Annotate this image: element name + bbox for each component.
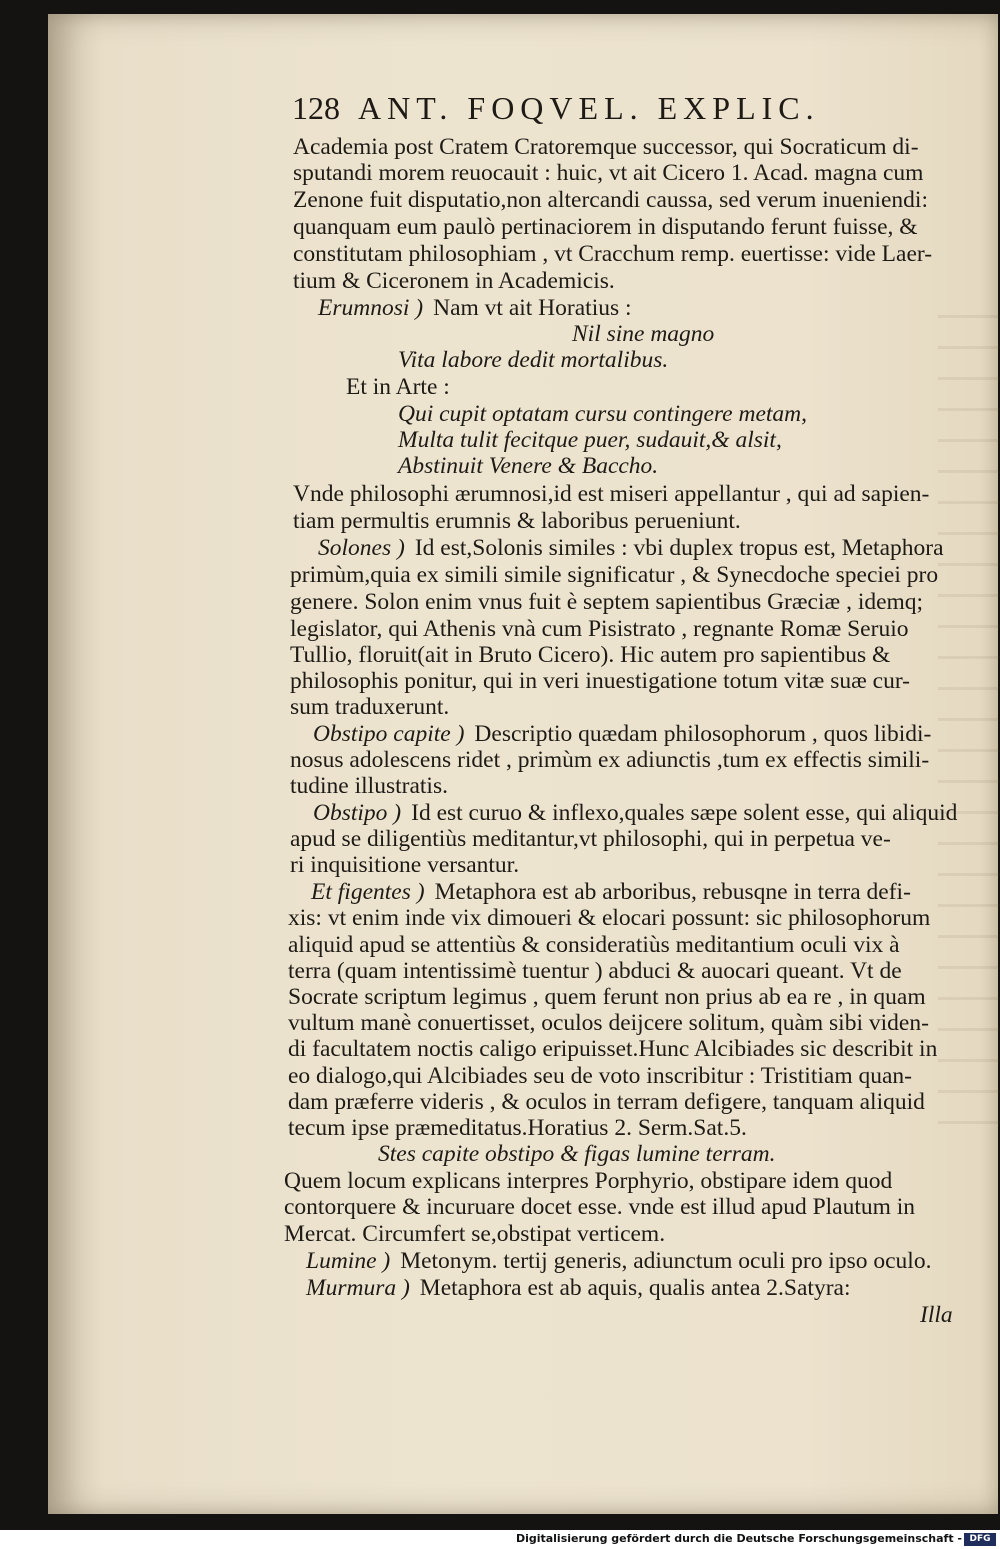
- verse-line: Multa tulit fecitque puer, sudauit,& alsit,: [398, 427, 782, 453]
- text-line: Quem locum explicans interpres Porphyrio, obstipare idem quod: [284, 1168, 893, 1194]
- text-line: dam præferre videris , & oculos in terram defigere, tanquam aliquid: [288, 1089, 925, 1115]
- text-line: constitutam philosophiam , vt Cracchum remp. euertisse: vide Laer-: [293, 241, 933, 267]
- text-line: Et figentes ) Metaphora est ab arboribus, rebusqne in terra defi-: [311, 879, 911, 905]
- text-line: aliquid apud se attentiùs & consideratiùs meditantium oculi vix à: [288, 932, 900, 958]
- text-line: Erumnosi ) Nam vt ait Horatius :: [318, 295, 632, 321]
- text-line: Vnde philosophi ærumnosi,id est miseri appellantur , qui ad sapien-: [293, 481, 930, 507]
- text-line: tiam permultis erumnis & laboribus perueniunt.: [293, 508, 741, 534]
- catchword: Illa: [920, 1302, 953, 1328]
- text-line: primùm,quia ex simili simile significatur , & Synecdoche speciei pro: [290, 562, 939, 588]
- text-line: Solones ) Id est,Solonis similes : vbi duplex tropus est, Metaphora: [318, 535, 944, 561]
- text-line: Zenone fuit disputatio,non altercandi caussa, sed verum inueniendi:: [293, 187, 928, 213]
- text-line: tecum ipse præmeditatus.Horatius 2. Serm.Sat.5.: [288, 1115, 747, 1141]
- dfg-logo: DFG: [964, 1533, 996, 1546]
- text-line: tium & Ciceronem in Academicis.: [293, 268, 615, 294]
- lemma-label: Murmura ): [306, 1275, 410, 1301]
- text-line: apud se diligentiùs meditantur,vt philosophi, qui in perpetua ve-: [290, 826, 891, 852]
- footer-bar: [0, 1530, 1000, 1549]
- text-line: Mercat. Circumfert se,obstipat verticem.: [284, 1221, 666, 1247]
- text-line: Lumine ) Metonym. tertij generis, adiunctum oculi pro ipso oculo.: [306, 1248, 932, 1274]
- text-line: nosus adolescens ridet , primùm ex adiunctis ,tum ex effectis simili-: [290, 747, 930, 773]
- text-line: genere. Solon enim vnus fuit è septem sapientibus Græciæ , idemq;: [290, 589, 924, 615]
- lemma-label: Obstipo ): [313, 800, 402, 826]
- text-line: vultum manè conuertisset, oculos deijcere solitum, quàm sibi viden-: [288, 1010, 929, 1036]
- text-line: tudine illustratis.: [290, 773, 448, 799]
- text-line: eo dialogo,qui Alcibiades seu de voto inscribitur : Tristitiam quan-: [288, 1063, 912, 1089]
- text-line: philosophis ponitur, qui in veri inuestigatione totum vitæ suæ cur-: [290, 668, 910, 694]
- text-line: Obstipo capite ) Descriptio quædam philosophorum , quos libidi-: [313, 721, 932, 747]
- text-line: ri inquisitione versantur.: [290, 852, 520, 878]
- text-line: contorquere & incuruare docet esse. vnde est illud apud Plautum in: [284, 1194, 916, 1220]
- text-line: quanquam eum paulò pertinaciorem in disputando ferunt fuisse, &: [293, 214, 918, 240]
- verse-line: Vita labore dedit mortalibus.: [398, 347, 669, 373]
- running-head: [292, 90, 872, 127]
- funding-credit: Digitalisierung gefördert durch die Deutsche Forschungsgemeinschaft -: [515, 1532, 962, 1545]
- text-line: legislator, qui Athenis vnà cum Pisistrato , regnante Romæ Seruio: [290, 616, 909, 642]
- lemma-label: Erumnosi ): [318, 295, 424, 321]
- running-head-title: ANT. FOQVEL. EXPLIC.: [358, 90, 820, 126]
- text-line: Tullio, floruit(ait in Bruto Cicero). Hic autem pro sapientibus &: [290, 642, 891, 668]
- verse-line: Stes capite obstipo & figas lumine terram.: [378, 1141, 776, 1167]
- lemma-label: Lumine ): [306, 1248, 391, 1274]
- text-line: di facultatem noctis caligo eripuisset.Hunc Alcibiades sic describit in: [288, 1036, 938, 1062]
- verse-line: Nil sine magno: [572, 321, 715, 347]
- verse-line: Abstinuit Venere & Baccho.: [398, 453, 659, 479]
- page-number: 128: [292, 90, 340, 126]
- text-line: terra (quam intentissimè tuentur ) abduci & auocari queant. Vt de: [288, 958, 902, 984]
- text-line: Academia post Cratem Cratoremque successor, qui Socraticum di-: [293, 134, 919, 160]
- text-line: Murmura ) Metaphora est ab aquis, qualis antea 2.Satyra:: [306, 1275, 851, 1301]
- lemma-label: Obstipo capite ): [313, 721, 465, 747]
- text-line: Et in Arte :: [346, 374, 450, 400]
- text-line: sputandi morem reuocauit : huic, vt ait Cicero 1. Acad. magna cum: [293, 160, 924, 186]
- text-line: Obstipo ) Id est curuo & inflexo,quales sæpe solent esse, qui aliquid: [313, 800, 958, 826]
- verse-line: Qui cupit optatam cursu contingere metam,: [398, 401, 808, 427]
- text-line: sum traduxerunt.: [290, 694, 450, 720]
- lemma-label: Solones ): [318, 535, 405, 561]
- text-line: xis: vt enim inde vix dimoueri & elocari possunt: sic philosophorum: [288, 905, 931, 931]
- lemma-label: Et figentes ): [311, 879, 425, 905]
- text-line: Socrate scriptum legimus , quem ferunt non prius ab ea re , in quam: [288, 984, 926, 1010]
